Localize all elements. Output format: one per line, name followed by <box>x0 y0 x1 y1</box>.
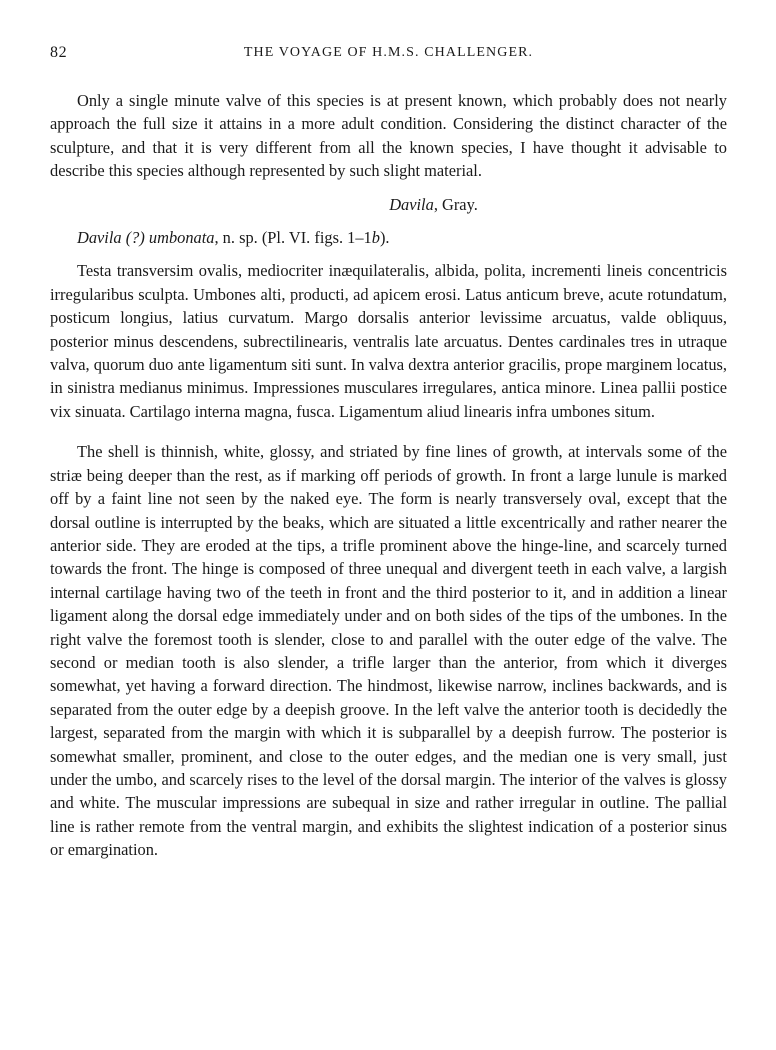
species-close: ). <box>379 228 390 248</box>
species-suffix: , n. sp. (Pl. VI. figs. 1–1 <box>214 228 372 248</box>
genus-heading <box>50 193 727 216</box>
page-number: 82 <box>50 44 68 61</box>
intro-paragraph: Only a single minute valve of this species is at present known, which probably does not nearly approach the full size it attains in a more adult condition. Considering the distinct character of the sculpture, and that it is very different from all the known species, I have thought it advisable to describe this species although represented by such slight material. <box>50 91 727 181</box>
species-name: Davila (?) umbonata <box>77 228 215 248</box>
genus-name: Davila <box>389 194 434 214</box>
species-heading <box>50 226 727 249</box>
genus-author: , Gray. <box>433 194 478 214</box>
document-page <box>50 44 727 862</box>
running-title: THE VOYAGE OF H.M.S. CHALLENGER. <box>243 45 534 60</box>
species-fig-letter: b <box>371 228 380 248</box>
page-header <box>50 44 727 66</box>
latin-description: Testa transversim ovalis, mediocriter inæquilateralis, albida, polita, incrementi lineis concentricis irregularibus sculpta. Umbones alti, producti, ad apicem erosi. Latus anticum breve, acute rotundatum, posticum longius, latius curvatum. Margo dorsalis anterior levissime arcuatus, valde obliquus, posterior minus descendens, subrectilinearis, ventralis late arcuatus. Dentes cardinales tres in utraque valva, quorum duo ante ligamentum siti sunt. In valva dextra anterior gracilis, prope marginem locatus, in sinistra medianus minimus. Impressiones musculares irregulares, antica minore. Linea pallii postice vix sinuata. Cartilago interna magna, fusca. Ligamentum aliud linearis infra umbones situm. <box>50 261 727 421</box>
english-description: The shell is thinnish, white, glossy, and striated by fine lines of growth, at intervals some of the striæ being deeper than the rest, as if marking off periods of growth. In front a large lunule is marked off by a faint line not seen by the naked eye. The form is nearly transversely oval, except that the dorsal outline is interrupted by the beaks, which are situated a little excentrically and rather nearer the anterior side. They are eroded at the tips, a trifle prominent above the hinge-line, and scarcely turned towards the front. The hinge is composed of three unequal and divergent teeth in each valve, a largish internal cartilage having two of the teeth in front and the third posterior to it, and in addition a linear ligament along the dorsal edge immediately under and on both sides of the tips of the umbones. In the right valve the foremost tooth is slender, close to and parallel with the outer edge of the valve. The second or median tooth is also slender, a trifle larger than the anterior, from which it diverges somewhat, yet having a forward direction. The hindmost, likewise narrow, inclines backwards, and is separated from the outer edge by a deepish groove. In the left valve the anterior tooth is decidedly the largest, separated from the margin with which it is subparallel by a deepish furrow. The posterior is somewhat smaller, prominent, and close to the outer edges, and the median one is very small, just under the umbo, and scarcely rises to the level of the dorsal margin. The interior of the valves is glossy and white. The muscular impressions are subequal in size and rather irregular in outline. The pallial line is rather remote from the ventral margin, and exhibits the slightest indication of a posterior sinus or emargination. <box>50 442 727 860</box>
